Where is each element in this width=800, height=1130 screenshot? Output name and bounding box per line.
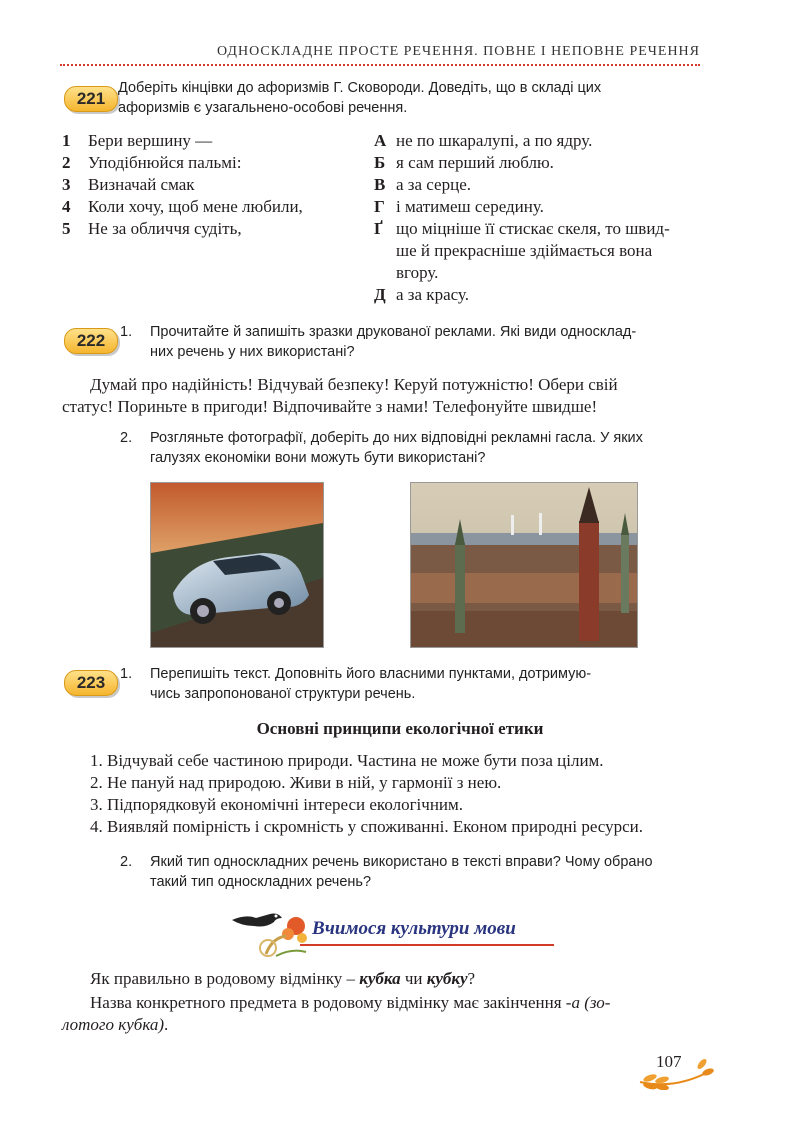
culture-title-underline <box>300 944 554 946</box>
list-item: 1. Відчувай себе частиною природи. Частина не може бути поза цілим. <box>90 751 604 770</box>
bird-flower-graphic <box>226 904 316 960</box>
item-text: ше й прекрасніше здіймається вона <box>396 241 653 260</box>
item-letter: Ґ <box>374 219 383 238</box>
item-letter: Б <box>374 153 386 172</box>
item-text: що міцніше її стискає скеля, то швид- <box>396 219 670 238</box>
word-variant-2: кубку <box>426 969 468 988</box>
item-letter: А <box>374 131 387 150</box>
task-line: Розгляньте фотографії, доберіть до них відповідні рекламні гасла. У яких <box>150 430 643 446</box>
list-item <box>62 174 372 196</box>
list-item <box>62 218 372 240</box>
aphorism-endings <box>374 130 704 306</box>
answer-line <box>62 992 712 1014</box>
list-item <box>374 284 704 306</box>
exercise-222-task-1 <box>150 322 710 362</box>
task-line: афоризмів є узагальнено-особові речення. <box>118 100 408 116</box>
exercise-222-task-2 <box>150 428 710 468</box>
task-number: 1. <box>120 666 133 682</box>
running-header: ОДНОСКЛАДНЕ ПРОСТЕ РЕЧЕННЯ. ПОВНЕ І НЕПОВНЕ РЕЧЕННЯ <box>217 44 700 59</box>
task-number: 2. <box>120 854 133 870</box>
task-line: чись запропонованої структури речень. <box>150 686 416 702</box>
item-number: 1 <box>62 131 71 150</box>
item-text: Коли хочу, щоб мене любили, <box>88 197 303 216</box>
item-text: Визначай смак <box>88 175 195 194</box>
word-variant-1: кубка <box>359 969 401 988</box>
list-item <box>374 240 704 262</box>
list-item <box>62 152 372 174</box>
list-item: 4. Виявляй помірність і скромність у споживанні. Економ природні ресурси. <box>90 817 644 836</box>
item-text: Не за обличчя судіть, <box>88 219 242 238</box>
item-text: я сам перший люблю. <box>396 153 554 172</box>
item-letter: Г <box>374 197 385 216</box>
city-photo <box>410 482 638 648</box>
car-illustration <box>151 483 323 647</box>
header-rule <box>60 64 700 66</box>
text-line: статус! Пориньте в пригоди! Відпочивайте з нами! Телефонуйте швидше! <box>62 397 598 416</box>
list-item <box>374 196 704 218</box>
answer-line <box>62 1014 712 1036</box>
exercise-223-task-2 <box>150 852 710 892</box>
answer-italic: лотого кубка) <box>62 1015 165 1034</box>
answer-italic: -а (зо- <box>565 993 611 1012</box>
list-item <box>62 130 372 152</box>
ethics-principles-list <box>90 750 710 838</box>
page-number: 107 <box>656 1052 682 1071</box>
bird-flower-icon <box>226 904 316 960</box>
list-item <box>374 152 704 174</box>
task-line: такий тип односкладних речень? <box>150 874 372 890</box>
culture-answer <box>62 992 712 1036</box>
item-number: 5 <box>62 219 71 238</box>
aphorism-beginnings <box>62 130 372 240</box>
answer-text: Назва конкретного предмета в родовому відмінку має закінчення <box>90 993 566 1012</box>
culture-question <box>62 968 712 990</box>
answer-text: . <box>164 1015 169 1034</box>
task-line: Доберіть кінцівки до афоризмів Г. Сковороди. Доведіть, що в складі цих <box>118 80 602 96</box>
task-line: Перепишіть текст. Доповніть його власними пунктами, дотримую- <box>150 666 592 682</box>
list-item <box>374 262 704 284</box>
item-text: вгору. <box>396 263 439 282</box>
exercise-221-badge: 221 <box>64 86 118 112</box>
item-text: а за серце. <box>396 175 471 194</box>
list-item <box>374 218 704 240</box>
city-illustration <box>411 483 637 647</box>
list-item <box>62 196 372 218</box>
item-text: Уподібнюйся пальмі: <box>88 153 242 172</box>
list-item <box>374 174 704 196</box>
car-photo <box>150 482 324 648</box>
list-item: 2. Не пануй над природою. Живи в ній, у гармонії з нею. <box>90 773 502 792</box>
list-item <box>374 130 704 152</box>
advertising-samples <box>62 374 712 418</box>
item-text: Бери вершину — <box>88 131 213 150</box>
culture-section-title: Вчимося культури мови <box>312 918 516 939</box>
exercise-222-badge: 222 <box>64 328 118 354</box>
exercise-223-task-1 <box>150 664 710 704</box>
question-text: Як правильно в родовому відмінку – <box>90 969 360 988</box>
exercise-223-badge: 223 <box>64 670 118 696</box>
task-line: Прочитайте й запишіть зразки друкованої реклами. Які види односклад- <box>150 324 637 340</box>
item-text: не по шкаралупі, а по ядру. <box>396 131 593 150</box>
task-line: галузях економіки вони можуть бути використані? <box>150 450 486 466</box>
item-text: а за красу. <box>396 285 469 304</box>
item-number: 3 <box>62 175 71 194</box>
item-letter: В <box>374 175 386 194</box>
task-number: 2. <box>120 430 133 446</box>
list-item: 3. Підпорядковуй економічні інтереси екологічним. <box>90 795 464 814</box>
item-letter: Д <box>374 285 386 304</box>
item-text: і матимеш середину. <box>396 197 544 216</box>
task-line: Який тип односкладних речень використано в тексті вправи? Чому обрано <box>150 854 653 870</box>
item-number: 4 <box>62 197 71 216</box>
question-mark: ? <box>467 969 476 988</box>
task-line: них речень у них використані? <box>150 344 355 360</box>
question-text: чи <box>400 969 427 988</box>
item-number: 2 <box>62 153 71 172</box>
exercise-221-task <box>118 78 698 118</box>
section-heading: Основні принципи екологічної етики <box>256 719 544 738</box>
task-number: 1. <box>120 324 133 340</box>
text-line: Думай про надійність! Відчувай безпеку! Керуй потужністю! Обери свій <box>90 375 618 394</box>
